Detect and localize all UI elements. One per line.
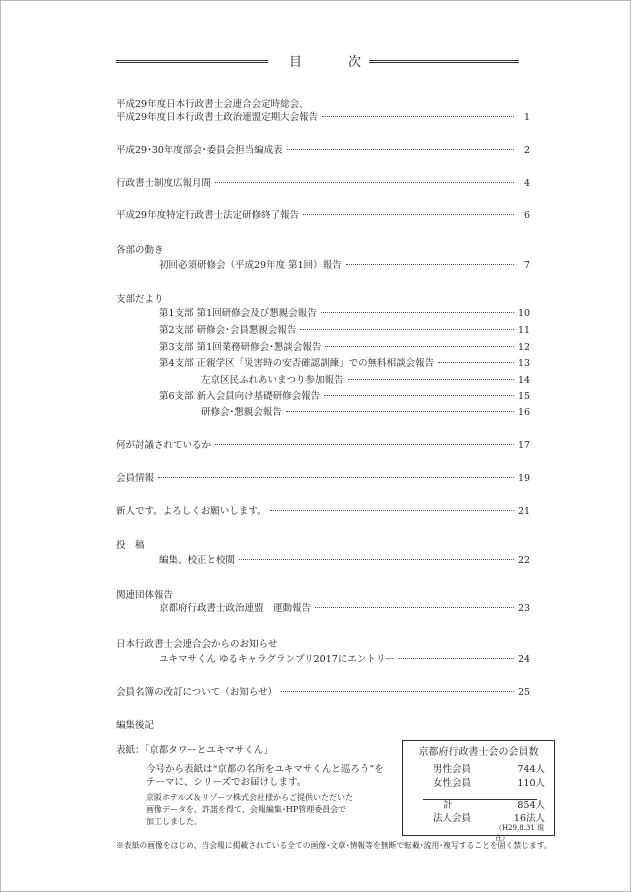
member-row-label: 計 xyxy=(443,800,453,811)
toc-section-heading: 投 稿 xyxy=(116,540,145,551)
toc-entry[interactable]: 第4支部 正親学区「災害時の安否確認訓練」での無料相談会報告 13 xyxy=(159,358,531,369)
cover-text-line: 加工しました。 xyxy=(146,817,202,826)
toc-section-heading: 日本行政書士会連合会からのお知らせ xyxy=(116,639,278,650)
toc-entry-heading-line: 平成29年度日本行政書士会連合会定時総会、 xyxy=(116,99,309,110)
toc-entry[interactable]: 第1支部 第1回研修会及び懇親会報告 10 xyxy=(159,308,531,319)
toc-section-heading: 関連団体報告 xyxy=(116,590,174,601)
toc-entry[interactable]: 左京区民ふれあいまつり参加報告 14 xyxy=(201,375,531,386)
title-char-1: 目 xyxy=(289,55,303,70)
member-row-value: 110人 xyxy=(517,778,545,789)
heading-rule-left xyxy=(116,60,268,63)
member-row-value: 744人 xyxy=(517,764,545,775)
footer-note: ※表紙の画像をはじめ、当会報に掲載されている全ての画像･文章･情報等を無断で転載･流用･複写することを固く禁じます。 xyxy=(116,841,552,850)
cover-text-line: 今号から表紙は“京都の名所をユキマサくんと巡ろう”を xyxy=(146,764,384,775)
toc-entry[interactable]: 第2支部 研修会･会員懇親会報告 11 xyxy=(159,325,531,336)
toc-entry[interactable]: 新人です。よろしくお願いします。 21 xyxy=(116,506,531,517)
toc-entry[interactable]: 編集、校正と校閲 22 xyxy=(159,555,531,566)
member-count-box xyxy=(402,740,555,842)
toc-section-heading: 各部の動き xyxy=(116,245,164,256)
cover-text-line: テーマに、シリーズでお届けします。 xyxy=(146,777,307,788)
toc-entry[interactable]: 初回必須研修会（平成29年度 第1回）報告 7 xyxy=(159,260,530,271)
member-row-label: 法人会員 xyxy=(433,813,472,824)
cover-text-line: 京阪ホテルズ＆リゾーツ株式会社様からご提供いただいた xyxy=(146,793,354,802)
toc-entry[interactable]: 第6支部 新入会員向け基礎研修会報告 15 xyxy=(159,391,531,402)
member-row-value: 16法人 xyxy=(513,813,545,824)
toc-entry[interactable]: 平成29年度特定行政書士法定研修終了報告 6 xyxy=(116,210,530,221)
toc-entry[interactable]: 行政書士制度広報月間 4 xyxy=(116,178,530,189)
toc-entry[interactable]: 会員名簿の改訂について（お知らせ） 25 xyxy=(116,687,531,698)
toc-entry[interactable]: 何が討議されているか 17 xyxy=(116,440,531,451)
page-title xyxy=(289,51,361,70)
toc-entry[interactable]: ユキマサくん ゆるキャラグランプリ2017にエントリー 24 xyxy=(159,654,531,665)
heading-rule-right xyxy=(369,60,519,63)
toc-entry[interactable]: 研修会･懇親会報告 16 xyxy=(201,407,531,418)
cover-label: 表紙：「京都タワーとユキマサくん」 xyxy=(116,745,273,756)
member-count-title: 京都府行政書士会の会員数 xyxy=(418,747,539,758)
member-row-value: 854人 xyxy=(517,800,545,811)
toc-entry[interactable]: 第3支部 第1回業務研修会･懇談会報告 12 xyxy=(159,342,531,353)
title-char-2: 次 xyxy=(348,55,362,70)
member-row-label: 女性会員 xyxy=(433,778,472,789)
toc-entry[interactable]: 平成29年度日本行政書士政治連盟定期大会報告 1 xyxy=(116,112,530,123)
toc-entry[interactable]: 会員情報 19 xyxy=(116,473,531,484)
member-row-label: 男性会員 xyxy=(433,764,472,775)
toc-entry[interactable]: 京都府行政書士政治連盟 運動報告 23 xyxy=(159,603,531,614)
editorial-heading: 編集後記 xyxy=(116,720,155,731)
member-as-of: （H29.8.31 現在） xyxy=(495,824,545,842)
toc-entry[interactable]: 平成29･30年度部会･委員会担当編成表 2 xyxy=(116,145,530,156)
cover-text-line: 画像データを、許諾を得て、会報編集･HP管理委員会で xyxy=(146,805,347,814)
toc-section-heading: 支部だより xyxy=(116,294,164,305)
